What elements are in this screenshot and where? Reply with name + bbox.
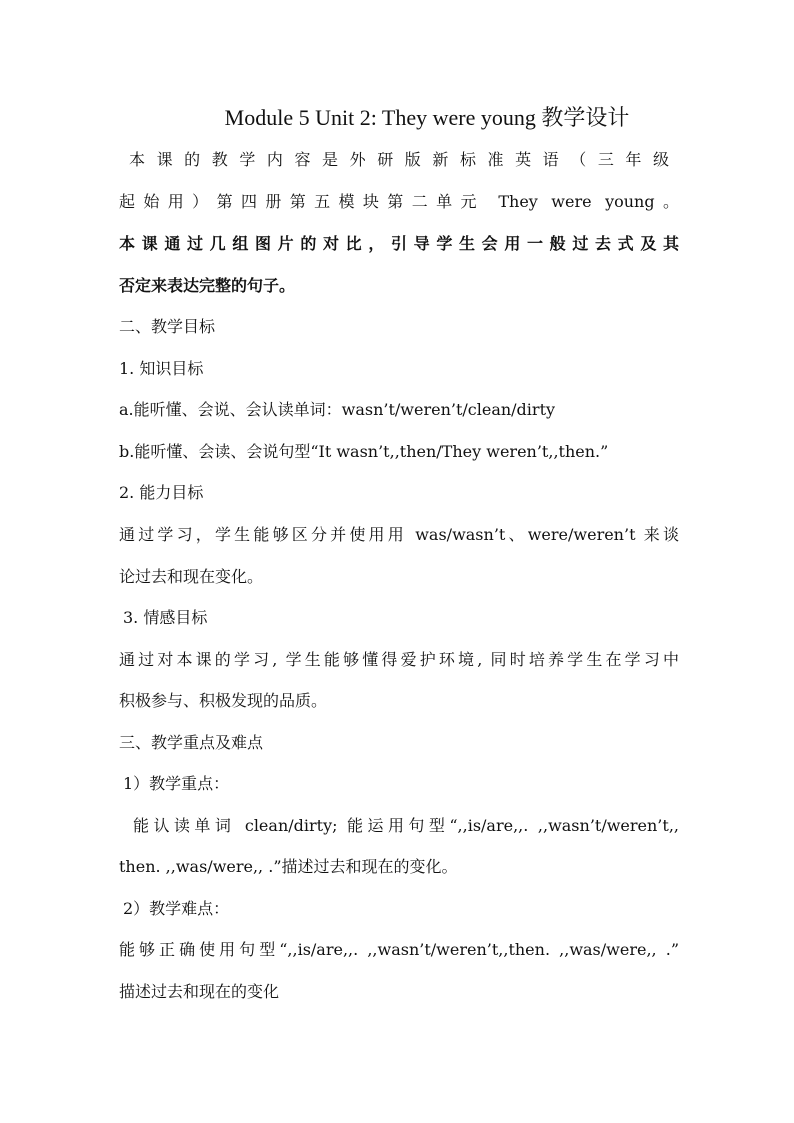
ability-line-2: 论过去和现在变化。 (119, 567, 264, 586)
subheading-emotion: 3. 情感目标 (123, 608, 208, 627)
difficulty-line-1: 能够正确使用句型“,,is/are,,. ,,wasn’t/weren’t,,then. ,,was/were,, .” (119, 940, 679, 959)
document-title: Module 5 Unit 2: They were young 教学设计 (224, 105, 630, 130)
subheading-knowledge: 1. 知识目标 (119, 359, 204, 378)
intro-line-4: 否定来表达完整的句子。 (119, 276, 296, 295)
subheading-difficulty: 2）教学难点： (123, 899, 230, 918)
emotion-line-1: 通过对本课的学习, 学生能够懂得爱护环境, 同时培养学生在学习中 (119, 650, 679, 669)
subheading-ability: 2. 能力目标 (119, 483, 204, 502)
intro-line-3: 本课通过几组图片的对比，引导学生会用一般过去式及其 (119, 234, 679, 253)
subheading-key-point: 1）教学重点： (123, 774, 230, 793)
emotion-line-2: 积极参与、积极发现的品质。 (119, 691, 328, 710)
intro-line-2: 起始用）第四册第五模块第二单元 They were young。 (119, 192, 679, 211)
key-point-line-1: 能认读单词 clean/dirty; 能运用句型“,,is/are,,. ,,wasn’t/weren’t,, (133, 816, 679, 835)
knowledge-item-b: b.能听懂、会读、会说句型“It wasn’t,,then/They weren’t,,then.” (119, 442, 609, 461)
key-point-line-2: then. ,,was/were,, .”描述过去和现在的变化。 (119, 857, 458, 876)
ability-line-1: 通过学习，学生能够区分并使用用 was/wasn’t、were/weren’t 来谈 (119, 525, 679, 544)
section-heading-key-points: 三、教学重点及难点 (119, 733, 264, 752)
section-heading-objectives: 二、教学目标 (119, 317, 216, 336)
difficulty-line-2: 描述过去和现在的变化 (119, 982, 280, 1001)
knowledge-item-a: a.能听懂、会说、会认读单词：wasn’t/weren’t/clean/dirty (119, 400, 556, 419)
intro-line-1: 本课的教学内容是外研版新标准英语（三年级 (129, 150, 669, 169)
